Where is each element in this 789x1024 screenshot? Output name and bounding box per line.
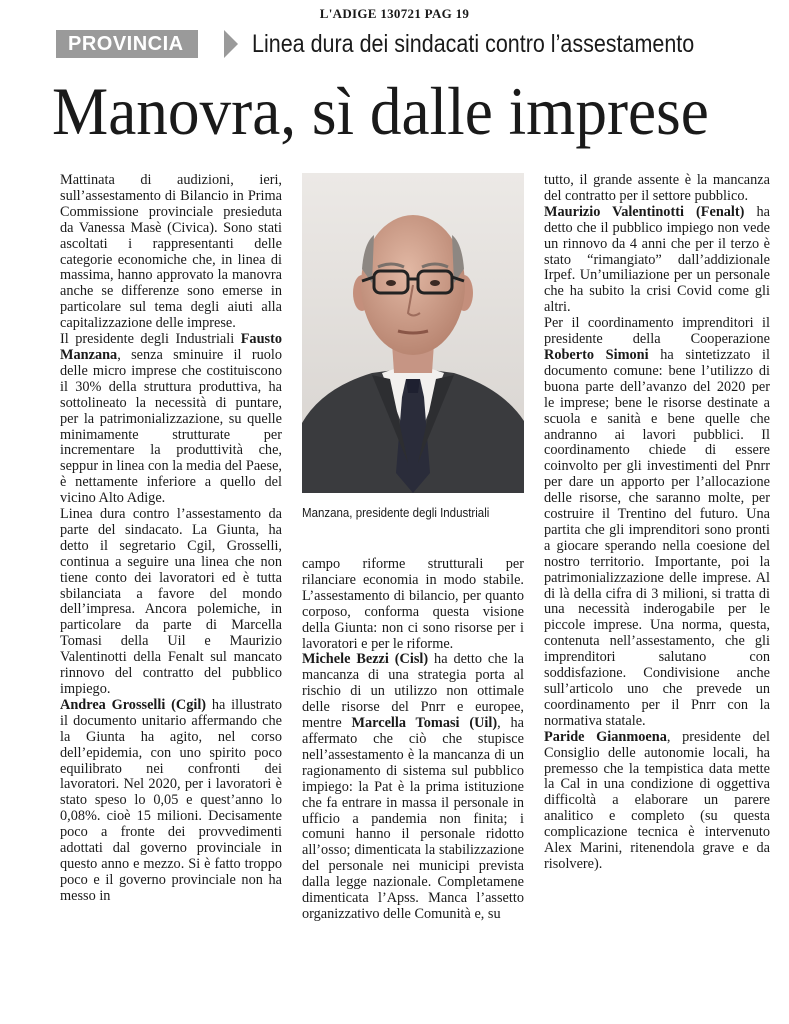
paragraph [544,730,770,873]
paragraph [302,652,524,922]
photo-caption: Manzana, presidente degli Industriali [302,506,490,520]
kicker [56,28,776,62]
paragraph [60,173,282,332]
paragraph [544,316,770,730]
headline: Manovra, sì dalle imprese [52,73,709,149]
paragraph [544,173,770,205]
kicker-text: Linea dura dei sindacati contro l’assestamento [252,30,695,58]
paragraph-text: ha illustrato il documento unitario affermando che la Giunta ha agito, nel corso dell’epidemia, con uno spirito poco equilibrato nei confronti dei lavoratori. Nel 2020, per i lavoratori è stato speso lo 0,05 e quest’anno lo 0,08%. cioè 15 milioni. Decisamente poco a fronte dei provvedimenti adottati dal governo provinciale in questo anno e mezzo. Si è fatto troppo poco e il governo provinciale non ha messo in [60,696,282,904]
paragraph [60,332,282,507]
person-name: Michele Bezzi (Cisl) [302,651,429,668]
paragraph [544,205,770,316]
paragraph-text: , presidente del Consiglio delle autonomie locali, ha premesso che la tempistica data mette la Cal in una condizione di oggettiva difficoltà a elaborare un parere analitico e completo (su questa complicazione tecnica è intervenuto Alex Marini, ritenendola grave e da risolvere). [544,728,770,872]
masthead: L'ADIGE 130721 PAG 19 [319,6,470,21]
paragraph-text: Mattinata di audizioni, ieri, sull’assestamento di Bilancio in Prima Commissione provinciale presieduta da Vanessa Masè (Civica). Sono stati ascoltati i rappresentanti delle categorie economiche che, in linea di massima, hanno approvato la manovra anche se differenze sono emerse in particolare sul tema degli aiuti alla capitalizzazione delle imprese. [60,172,282,332]
person-name: Andrea Grosselli (Cgil) [60,696,207,713]
paragraph-text: Per il coordinamento imprenditori il presidente della Cooperazione [544,315,770,348]
person-name: Fausto Manzana [60,331,282,363]
paragraph-text: campo riforme strutturali per rilanciare economia in modo stabile. L’assestamento di bilancio, per quanto corposo, conforma questa visione della Giunta: non ci sono risorse per i lavoratori e per le riforme. [302,556,524,652]
paragraph-text: , senza sminuire il ruolo delle micro imprese che costituiscono il 30% della struttura produttiva, ha sottolineato la necessità di puntare, per la patrimonializzazione, su quelle minimamente strutturate per incrementare la produttività che, seppur in linea con la media del Paese, è nettamente inferiore a quello del vicino Alto Adige. [60,346,282,507]
paragraph [60,507,282,698]
portrait-illustration [302,173,524,493]
article-column-1 [60,173,282,905]
person-name: Paride Gianmoena [544,728,667,745]
paragraph-text: ha detto che la mancanza di una strategia porta al rischio di un utilizzo non ottimale delle risorse del Pnrr e europee, mentre [302,651,524,732]
paragraph-text: Linea dura contro l’assestamento da parte del sindacato. La Giunta, ha detto il segretario Cgil, Grosselli, continua a seguire una linea che non tiene conto dei lavoratori ed è tutta sbilanciata a favore del mondo dell’impresa. Ancora polemiche, in particolare da parte di Marcella Tomasi della Uil e Maurizio Valentinotti della Fenalt sul mancato rinnovo del contratto del pubblico impiego. [60,506,282,697]
paragraph-text: tutto, il grande assente è la mancanza del contratto per il settore pubblico. [544,172,770,204]
paragraph-text: ha detto che il pubblico impiego non vede un rinnovo da 4 anni che per il terzo è stato “rimangiato” dall’addizionale Irpef. Un’umiliazione per un personale che ha subito la crisi Covid come gli altri. [544,203,770,316]
portrait-photo [302,173,524,493]
paragraph [302,557,524,652]
paragraph-text: Il presidente degli Industriali [60,331,241,348]
person-name: Maurizio Valentinotti (Fenalt) [544,203,745,220]
section-tag: PROVINCIA [56,30,198,58]
person-name: Roberto Simoni [544,346,649,363]
section-arrow-icon [224,30,238,58]
paragraph [60,698,282,905]
paragraph-text: ha sintetizzato il documento comune: bene l’utilizzo di buona parte dell’avanzo del 2020 per le imprese; bene le risorse destinate a scuola e sanità e bene quelle che andranno ai lavori pubblici. Il coordinamento chiede di essere coinvolto per gli investimenti del Pnrr per dare un apporto per l’allocazione delle risorse, che saranno molte, per costruire il Trentino del futuro. Una partita che gli imprenditori sono pronti a giocare sperando nella coesione del nostro territorio. Importante, poi la patrimonializzazione delle imprese. Al di là della cifra di 3 milioni, si tratta di una necessità inderogabile per le piccole imprese. Una norma, questa, contenuta nell’assestamento, che gli imprenditori salutano con soddisfazione. Condivisione anche sull’articolo uno che prevede un coordinamento per il Pnrr con la normativa statale. [544,346,770,729]
person-name: Marcella Tomasi (Uil) [351,715,498,732]
article-column-2 [302,557,524,923]
article-column-3 [544,173,770,873]
paragraph-text: , ha affermato che ciò che stupisce nell’assestamento è la mancanza di un ragionamento di sistema sul pubblico impiego: la Pat è la prima istituzione che fa entrare in massa il personale in ufficio a pandemia non finita; i comuni hanno il personale ridotto all’osso; dimenticata la stabilizzazione del personale nei municipi prevista dalla legge nazionale. Completamene dimenticata l’Apss. Manca l’assetto organizzativo delle Comunità e, su [302,715,524,922]
